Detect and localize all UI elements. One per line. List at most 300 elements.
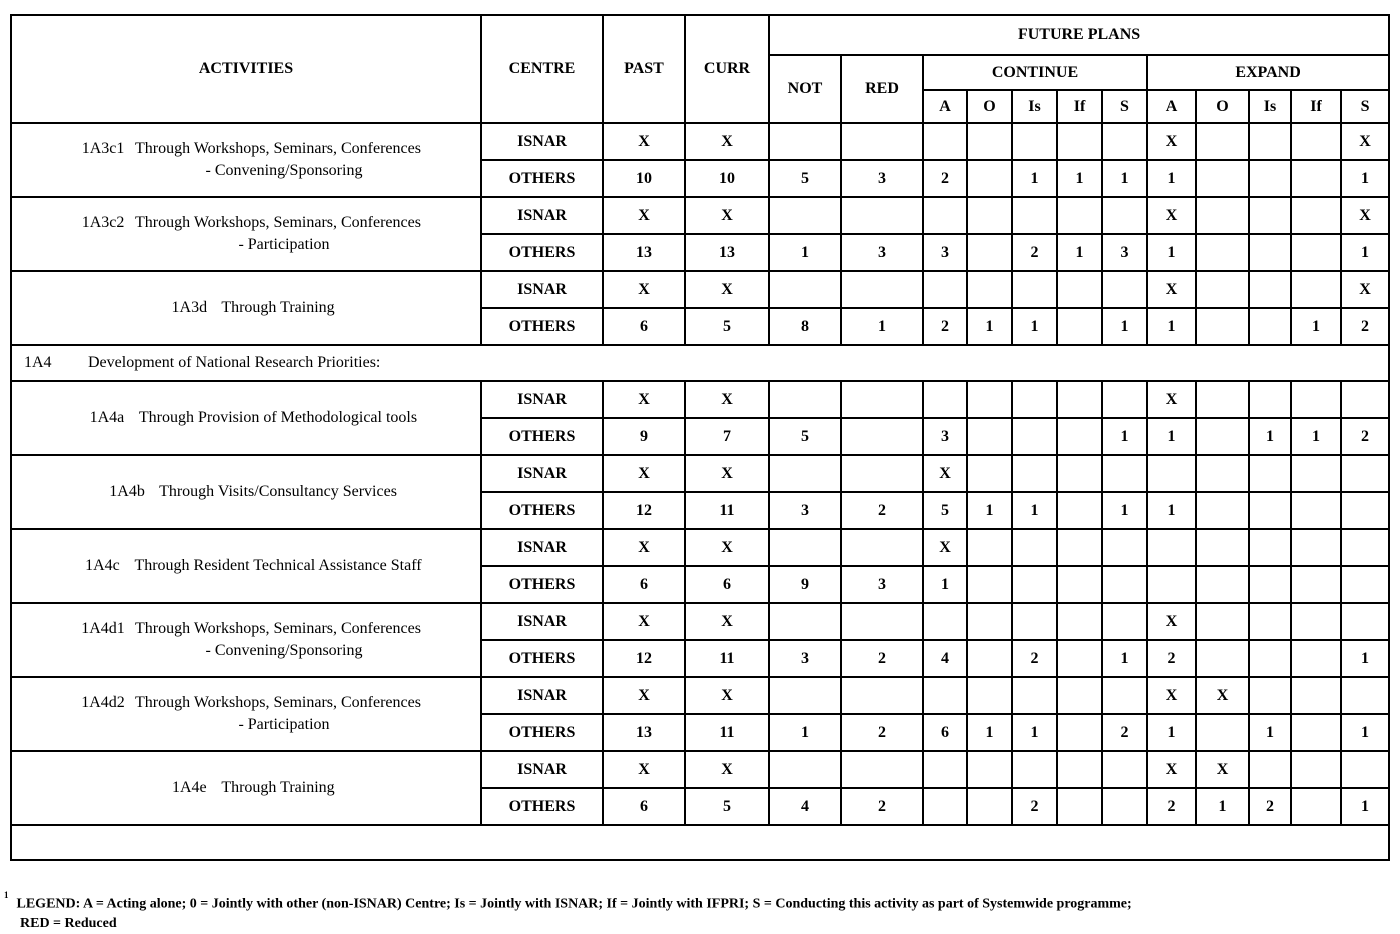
- expand-cell: 2: [1147, 640, 1196, 677]
- expand-cell: [1196, 418, 1249, 455]
- not-cell: 1: [769, 234, 841, 271]
- past-cell: 12: [603, 640, 685, 677]
- continue-cell: [1057, 418, 1102, 455]
- continue-cell: 1: [1102, 308, 1147, 345]
- curr-cell: X: [685, 197, 769, 234]
- centre-cell: OTHERS: [481, 418, 603, 455]
- continue-cell: [923, 123, 967, 160]
- past-cell: 9: [603, 418, 685, 455]
- curr-cell: X: [685, 271, 769, 308]
- continue-cell: [1057, 123, 1102, 160]
- expand-cell: [1291, 566, 1341, 603]
- expand-cell: [1341, 677, 1389, 714]
- past-cell: 13: [603, 234, 685, 271]
- past-cell: X: [603, 271, 685, 308]
- table-row: [11, 603, 1389, 640]
- expand-cell: 2: [1341, 308, 1389, 345]
- header-activities: ACTIVITIES: [11, 15, 481, 123]
- expand-cell: [1147, 566, 1196, 603]
- section-cell: [11, 345, 1389, 381]
- expand-cell: [1249, 492, 1291, 529]
- activities-table: [10, 14, 1390, 861]
- expand-cell: [1291, 677, 1341, 714]
- centre-cell: OTHERS: [481, 788, 603, 825]
- red-cell: [841, 271, 923, 308]
- legend-line-1: LEGEND: A = Acting alone; 0 = Jointly with other (non-ISNAR) Centre; Is = Jointly with ISNAR; If = Jointly with IFPRI; S = Conducting this activity as part of Systemwide programme;: [16, 896, 1132, 912]
- continue-cell: 2: [1012, 640, 1057, 677]
- continue-cell: [1012, 455, 1057, 492]
- not-cell: 1: [769, 714, 841, 751]
- continue-cell: 3: [1102, 234, 1147, 271]
- continue-cell: 1: [1102, 160, 1147, 197]
- curr-cell: 13: [685, 234, 769, 271]
- continue-cell: [1057, 308, 1102, 345]
- curr-cell: X: [685, 529, 769, 566]
- expand-cell: 1: [1291, 308, 1341, 345]
- continue-cell: [1102, 529, 1147, 566]
- continue-cell: 1: [1012, 160, 1057, 197]
- not-cell: [769, 455, 841, 492]
- red-cell: 3: [841, 566, 923, 603]
- red-cell: [841, 123, 923, 160]
- continue-cell: [1057, 640, 1102, 677]
- centre-cell: ISNAR: [481, 455, 603, 492]
- continue-cell: [1102, 677, 1147, 714]
- legend-line-2: RED = Reduced: [20, 915, 117, 931]
- empty-row: [11, 825, 1389, 860]
- header-continue-4: S: [1102, 90, 1147, 123]
- table-row: [11, 677, 1389, 714]
- curr-cell: 11: [685, 714, 769, 751]
- continue-cell: [1012, 381, 1057, 418]
- not-cell: [769, 603, 841, 640]
- activity-label: Through Visits/Consultancy Services: [159, 483, 397, 500]
- continue-cell: [923, 197, 967, 234]
- header-curr: CURR: [685, 15, 769, 123]
- red-cell: 2: [841, 714, 923, 751]
- footnote-marker: 1: [4, 890, 9, 900]
- past-cell: 13: [603, 714, 685, 751]
- centre-cell: ISNAR: [481, 381, 603, 418]
- activity-cell: [11, 271, 481, 345]
- continue-cell: [967, 381, 1012, 418]
- continue-cell: [1057, 381, 1102, 418]
- centre-cell: OTHERS: [481, 234, 603, 271]
- header-continue-1: O: [967, 90, 1012, 123]
- expand-cell: [1341, 455, 1389, 492]
- centre-cell: ISNAR: [481, 197, 603, 234]
- red-cell: [841, 418, 923, 455]
- continue-cell: [1057, 529, 1102, 566]
- red-cell: [841, 751, 923, 788]
- expand-cell: 1: [1147, 160, 1196, 197]
- continue-cell: [1012, 751, 1057, 788]
- curr-cell: 5: [685, 788, 769, 825]
- activity-label: Through Training: [221, 779, 335, 796]
- continue-cell: 2: [1102, 714, 1147, 751]
- expand-cell: [1341, 751, 1389, 788]
- expand-cell: [1341, 492, 1389, 529]
- activity-label: Through Provision of Methodological tools: [138, 409, 418, 426]
- activity-label: Through Training: [221, 299, 335, 316]
- expand-cell: [1291, 788, 1341, 825]
- curr-cell: 10: [685, 160, 769, 197]
- activity-sublabel: - Participation: [238, 236, 330, 253]
- continue-cell: X: [923, 455, 967, 492]
- past-cell: 12: [603, 492, 685, 529]
- section-code: 1A4: [24, 354, 52, 371]
- expand-cell: 1: [1341, 234, 1389, 271]
- expand-cell: [1291, 234, 1341, 271]
- not-cell: 8: [769, 308, 841, 345]
- past-cell: X: [603, 123, 685, 160]
- continue-cell: 1: [967, 308, 1012, 345]
- header-not: NOT: [769, 55, 841, 123]
- not-cell: [769, 677, 841, 714]
- expand-cell: [1291, 271, 1341, 308]
- centre-cell: OTHERS: [481, 160, 603, 197]
- continue-cell: [923, 751, 967, 788]
- continue-cell: [967, 160, 1012, 197]
- header-expand: EXPAND: [1147, 55, 1389, 90]
- curr-cell: 11: [685, 640, 769, 677]
- centre-cell: ISNAR: [481, 603, 603, 640]
- continue-cell: [1057, 271, 1102, 308]
- centre-cell: ISNAR: [481, 271, 603, 308]
- expand-cell: [1196, 160, 1249, 197]
- continue-cell: [967, 197, 1012, 234]
- activity-code: 1A4d1: [81, 620, 125, 637]
- red-cell: 2: [841, 640, 923, 677]
- continue-cell: 5: [923, 492, 967, 529]
- activity-cell: [11, 751, 481, 825]
- past-cell: 6: [603, 788, 685, 825]
- continue-cell: [967, 566, 1012, 603]
- continue-cell: 1: [1012, 492, 1057, 529]
- header-centre: CENTRE: [481, 15, 603, 123]
- continue-cell: [1012, 197, 1057, 234]
- continue-cell: [1057, 455, 1102, 492]
- expand-cell: [1249, 566, 1291, 603]
- continue-cell: [923, 788, 967, 825]
- centre-cell: OTHERS: [481, 566, 603, 603]
- header-future-plans: FUTURE PLANS: [769, 15, 1389, 55]
- expand-cell: X: [1147, 271, 1196, 308]
- expand-cell: [1249, 677, 1291, 714]
- continue-cell: [967, 455, 1012, 492]
- continue-cell: [1102, 271, 1147, 308]
- continue-cell: [1102, 455, 1147, 492]
- continue-cell: 3: [923, 418, 967, 455]
- red-cell: [841, 677, 923, 714]
- expand-cell: X: [1147, 123, 1196, 160]
- continue-cell: 6: [923, 714, 967, 751]
- not-cell: [769, 381, 841, 418]
- expand-cell: [1291, 640, 1341, 677]
- activity-code: 1A4a: [89, 409, 125, 426]
- continue-cell: [967, 603, 1012, 640]
- expand-cell: [1196, 640, 1249, 677]
- expand-cell: 2: [1147, 788, 1196, 825]
- activity-code: 1A3c2: [81, 214, 125, 231]
- not-cell: 3: [769, 492, 841, 529]
- continue-cell: 3: [923, 234, 967, 271]
- expand-cell: 1: [1147, 492, 1196, 529]
- expand-cell: 1: [1147, 418, 1196, 455]
- expand-cell: [1249, 381, 1291, 418]
- centre-cell: OTHERS: [481, 714, 603, 751]
- curr-cell: X: [685, 123, 769, 160]
- continue-cell: 1: [1102, 640, 1147, 677]
- activity-label: Through Workshops, Seminars, Conferences: [135, 140, 421, 157]
- expand-cell: 1: [1147, 308, 1196, 345]
- expand-cell: 1: [1291, 418, 1341, 455]
- expand-cell: X: [1147, 677, 1196, 714]
- expand-cell: [1196, 197, 1249, 234]
- continue-cell: [1012, 271, 1057, 308]
- expand-cell: [1196, 455, 1249, 492]
- expand-cell: 1: [1341, 788, 1389, 825]
- activity-cell: [11, 381, 481, 455]
- red-cell: 2: [841, 788, 923, 825]
- continue-cell: 1: [1057, 234, 1102, 271]
- not-cell: [769, 123, 841, 160]
- expand-cell: [1291, 197, 1341, 234]
- continue-cell: [1012, 123, 1057, 160]
- table-row: [11, 123, 1389, 160]
- empty-cell: [11, 825, 1389, 860]
- continue-cell: [967, 677, 1012, 714]
- continue-cell: 1: [923, 566, 967, 603]
- expand-cell: [1291, 123, 1341, 160]
- activity-sublabel: - Convening/Sponsoring: [205, 162, 363, 179]
- continue-cell: [1057, 677, 1102, 714]
- expand-cell: [1341, 603, 1389, 640]
- expand-cell: [1291, 455, 1341, 492]
- continue-cell: [1057, 566, 1102, 603]
- expand-cell: [1147, 529, 1196, 566]
- expand-cell: [1249, 123, 1291, 160]
- red-cell: 3: [841, 160, 923, 197]
- continue-cell: [967, 123, 1012, 160]
- red-cell: [841, 455, 923, 492]
- expand-cell: [1196, 308, 1249, 345]
- red-cell: 1: [841, 308, 923, 345]
- expand-cell: [1249, 455, 1291, 492]
- expand-cell: [1196, 271, 1249, 308]
- activity-label: Through Workshops, Seminars, Conferences: [135, 620, 421, 637]
- expand-cell: [1196, 381, 1249, 418]
- continue-cell: [1102, 788, 1147, 825]
- expand-cell: 2: [1249, 788, 1291, 825]
- not-cell: 5: [769, 418, 841, 455]
- table-row: [11, 529, 1389, 566]
- activity-code: 1A3c1: [81, 140, 125, 157]
- continue-cell: [1012, 529, 1057, 566]
- past-cell: X: [603, 603, 685, 640]
- expand-cell: X: [1147, 381, 1196, 418]
- expand-cell: [1196, 234, 1249, 271]
- continue-cell: X: [923, 529, 967, 566]
- activity-cell: [11, 677, 481, 751]
- continue-cell: [1057, 714, 1102, 751]
- continue-cell: [967, 234, 1012, 271]
- continue-cell: [1012, 603, 1057, 640]
- expand-cell: [1249, 271, 1291, 308]
- continue-cell: 1: [1102, 492, 1147, 529]
- activity-code: 1A3d: [171, 299, 208, 316]
- expand-cell: [1341, 381, 1389, 418]
- header-continue-0: A: [923, 90, 967, 123]
- expand-cell: [1249, 751, 1291, 788]
- continue-cell: [1012, 418, 1057, 455]
- continue-cell: [1102, 381, 1147, 418]
- activity-label: Through Resident Technical Assistance Staff: [134, 557, 422, 574]
- expand-cell: [1196, 492, 1249, 529]
- expand-cell: [1249, 308, 1291, 345]
- centre-cell: OTHERS: [481, 640, 603, 677]
- continue-cell: 4: [923, 640, 967, 677]
- red-cell: [841, 381, 923, 418]
- table-row: [11, 271, 1389, 308]
- centre-cell: ISNAR: [481, 529, 603, 566]
- curr-cell: 7: [685, 418, 769, 455]
- expand-cell: 1: [1341, 640, 1389, 677]
- not-cell: 4: [769, 788, 841, 825]
- header-expand-1: O: [1196, 90, 1249, 123]
- activity-code: 1A4e: [172, 779, 207, 796]
- past-cell: X: [603, 381, 685, 418]
- header-continue: CONTINUE: [923, 55, 1147, 90]
- legend-footnote: [4, 890, 1394, 933]
- table-row: [11, 381, 1389, 418]
- continue-cell: [1012, 566, 1057, 603]
- table-row: [11, 197, 1389, 234]
- continue-cell: [1057, 788, 1102, 825]
- centre-cell: ISNAR: [481, 123, 603, 160]
- expand-cell: [1291, 751, 1341, 788]
- expand-cell: [1196, 529, 1249, 566]
- continue-cell: 2: [1012, 234, 1057, 271]
- expand-cell: 1: [1249, 418, 1291, 455]
- continue-cell: [967, 640, 1012, 677]
- not-cell: [769, 197, 841, 234]
- red-cell: [841, 529, 923, 566]
- curr-cell: 6: [685, 566, 769, 603]
- expand-cell: X: [1147, 751, 1196, 788]
- expand-cell: [1291, 603, 1341, 640]
- continue-cell: [1012, 677, 1057, 714]
- curr-cell: X: [685, 751, 769, 788]
- continue-cell: [923, 381, 967, 418]
- expand-cell: [1341, 529, 1389, 566]
- past-cell: X: [603, 529, 685, 566]
- continue-cell: 1: [967, 714, 1012, 751]
- continue-cell: [1057, 603, 1102, 640]
- continue-cell: [1102, 123, 1147, 160]
- curr-cell: 11: [685, 492, 769, 529]
- activity-label: Through Workshops, Seminars, Conferences: [135, 214, 421, 231]
- curr-cell: X: [685, 381, 769, 418]
- continue-cell: 2: [1012, 788, 1057, 825]
- continue-cell: [967, 529, 1012, 566]
- expand-cell: X: [1341, 271, 1389, 308]
- centre-cell: OTHERS: [481, 492, 603, 529]
- continue-cell: 2: [923, 160, 967, 197]
- table-row: [11, 751, 1389, 788]
- activity-cell: [11, 455, 481, 529]
- past-cell: 10: [603, 160, 685, 197]
- not-cell: 9: [769, 566, 841, 603]
- continue-cell: [1057, 197, 1102, 234]
- red-cell: [841, 603, 923, 640]
- expand-cell: [1249, 197, 1291, 234]
- past-cell: X: [603, 455, 685, 492]
- curr-cell: 5: [685, 308, 769, 345]
- centre-cell: OTHERS: [481, 308, 603, 345]
- continue-cell: 1: [1012, 714, 1057, 751]
- expand-cell: 2: [1341, 418, 1389, 455]
- expand-cell: X: [1196, 677, 1249, 714]
- expand-cell: [1341, 566, 1389, 603]
- continue-cell: [1057, 492, 1102, 529]
- continue-cell: 1: [967, 492, 1012, 529]
- expand-cell: X: [1341, 123, 1389, 160]
- table-row: [11, 455, 1389, 492]
- header-expand-4: S: [1341, 90, 1389, 123]
- continue-cell: [923, 271, 967, 308]
- red-cell: [841, 197, 923, 234]
- continue-cell: 1: [1102, 418, 1147, 455]
- activity-cell: [11, 529, 481, 603]
- header-expand-2: Is: [1249, 90, 1291, 123]
- expand-cell: X: [1147, 197, 1196, 234]
- past-cell: 6: [603, 566, 685, 603]
- expand-cell: 1: [1196, 788, 1249, 825]
- activity-code: 1A4d2: [81, 694, 125, 711]
- activity-label: Through Workshops, Seminars, Conferences: [135, 694, 421, 711]
- activity-sublabel: - Participation: [238, 716, 330, 733]
- expand-cell: [1196, 603, 1249, 640]
- activity-cell: [11, 123, 481, 197]
- continue-cell: [923, 603, 967, 640]
- continue-cell: 1: [1057, 160, 1102, 197]
- not-cell: [769, 529, 841, 566]
- expand-cell: [1291, 492, 1341, 529]
- expand-cell: X: [1147, 603, 1196, 640]
- activity-code: 1A4b: [109, 483, 145, 500]
- expand-cell: 1: [1341, 160, 1389, 197]
- expand-cell: [1196, 123, 1249, 160]
- expand-cell: [1249, 640, 1291, 677]
- header-past: PAST: [603, 15, 685, 123]
- activity-code: 1A4c: [85, 557, 120, 574]
- curr-cell: X: [685, 603, 769, 640]
- expand-cell: [1196, 714, 1249, 751]
- continue-cell: [1102, 751, 1147, 788]
- header-continue-2: Is: [1012, 90, 1057, 123]
- expand-cell: [1147, 455, 1196, 492]
- expand-cell: [1249, 529, 1291, 566]
- expand-cell: 1: [1147, 234, 1196, 271]
- expand-cell: 1: [1249, 714, 1291, 751]
- continue-cell: [967, 418, 1012, 455]
- red-cell: 2: [841, 492, 923, 529]
- expand-cell: [1291, 381, 1341, 418]
- continue-cell: [967, 751, 1012, 788]
- centre-cell: ISNAR: [481, 677, 603, 714]
- continue-cell: [1057, 751, 1102, 788]
